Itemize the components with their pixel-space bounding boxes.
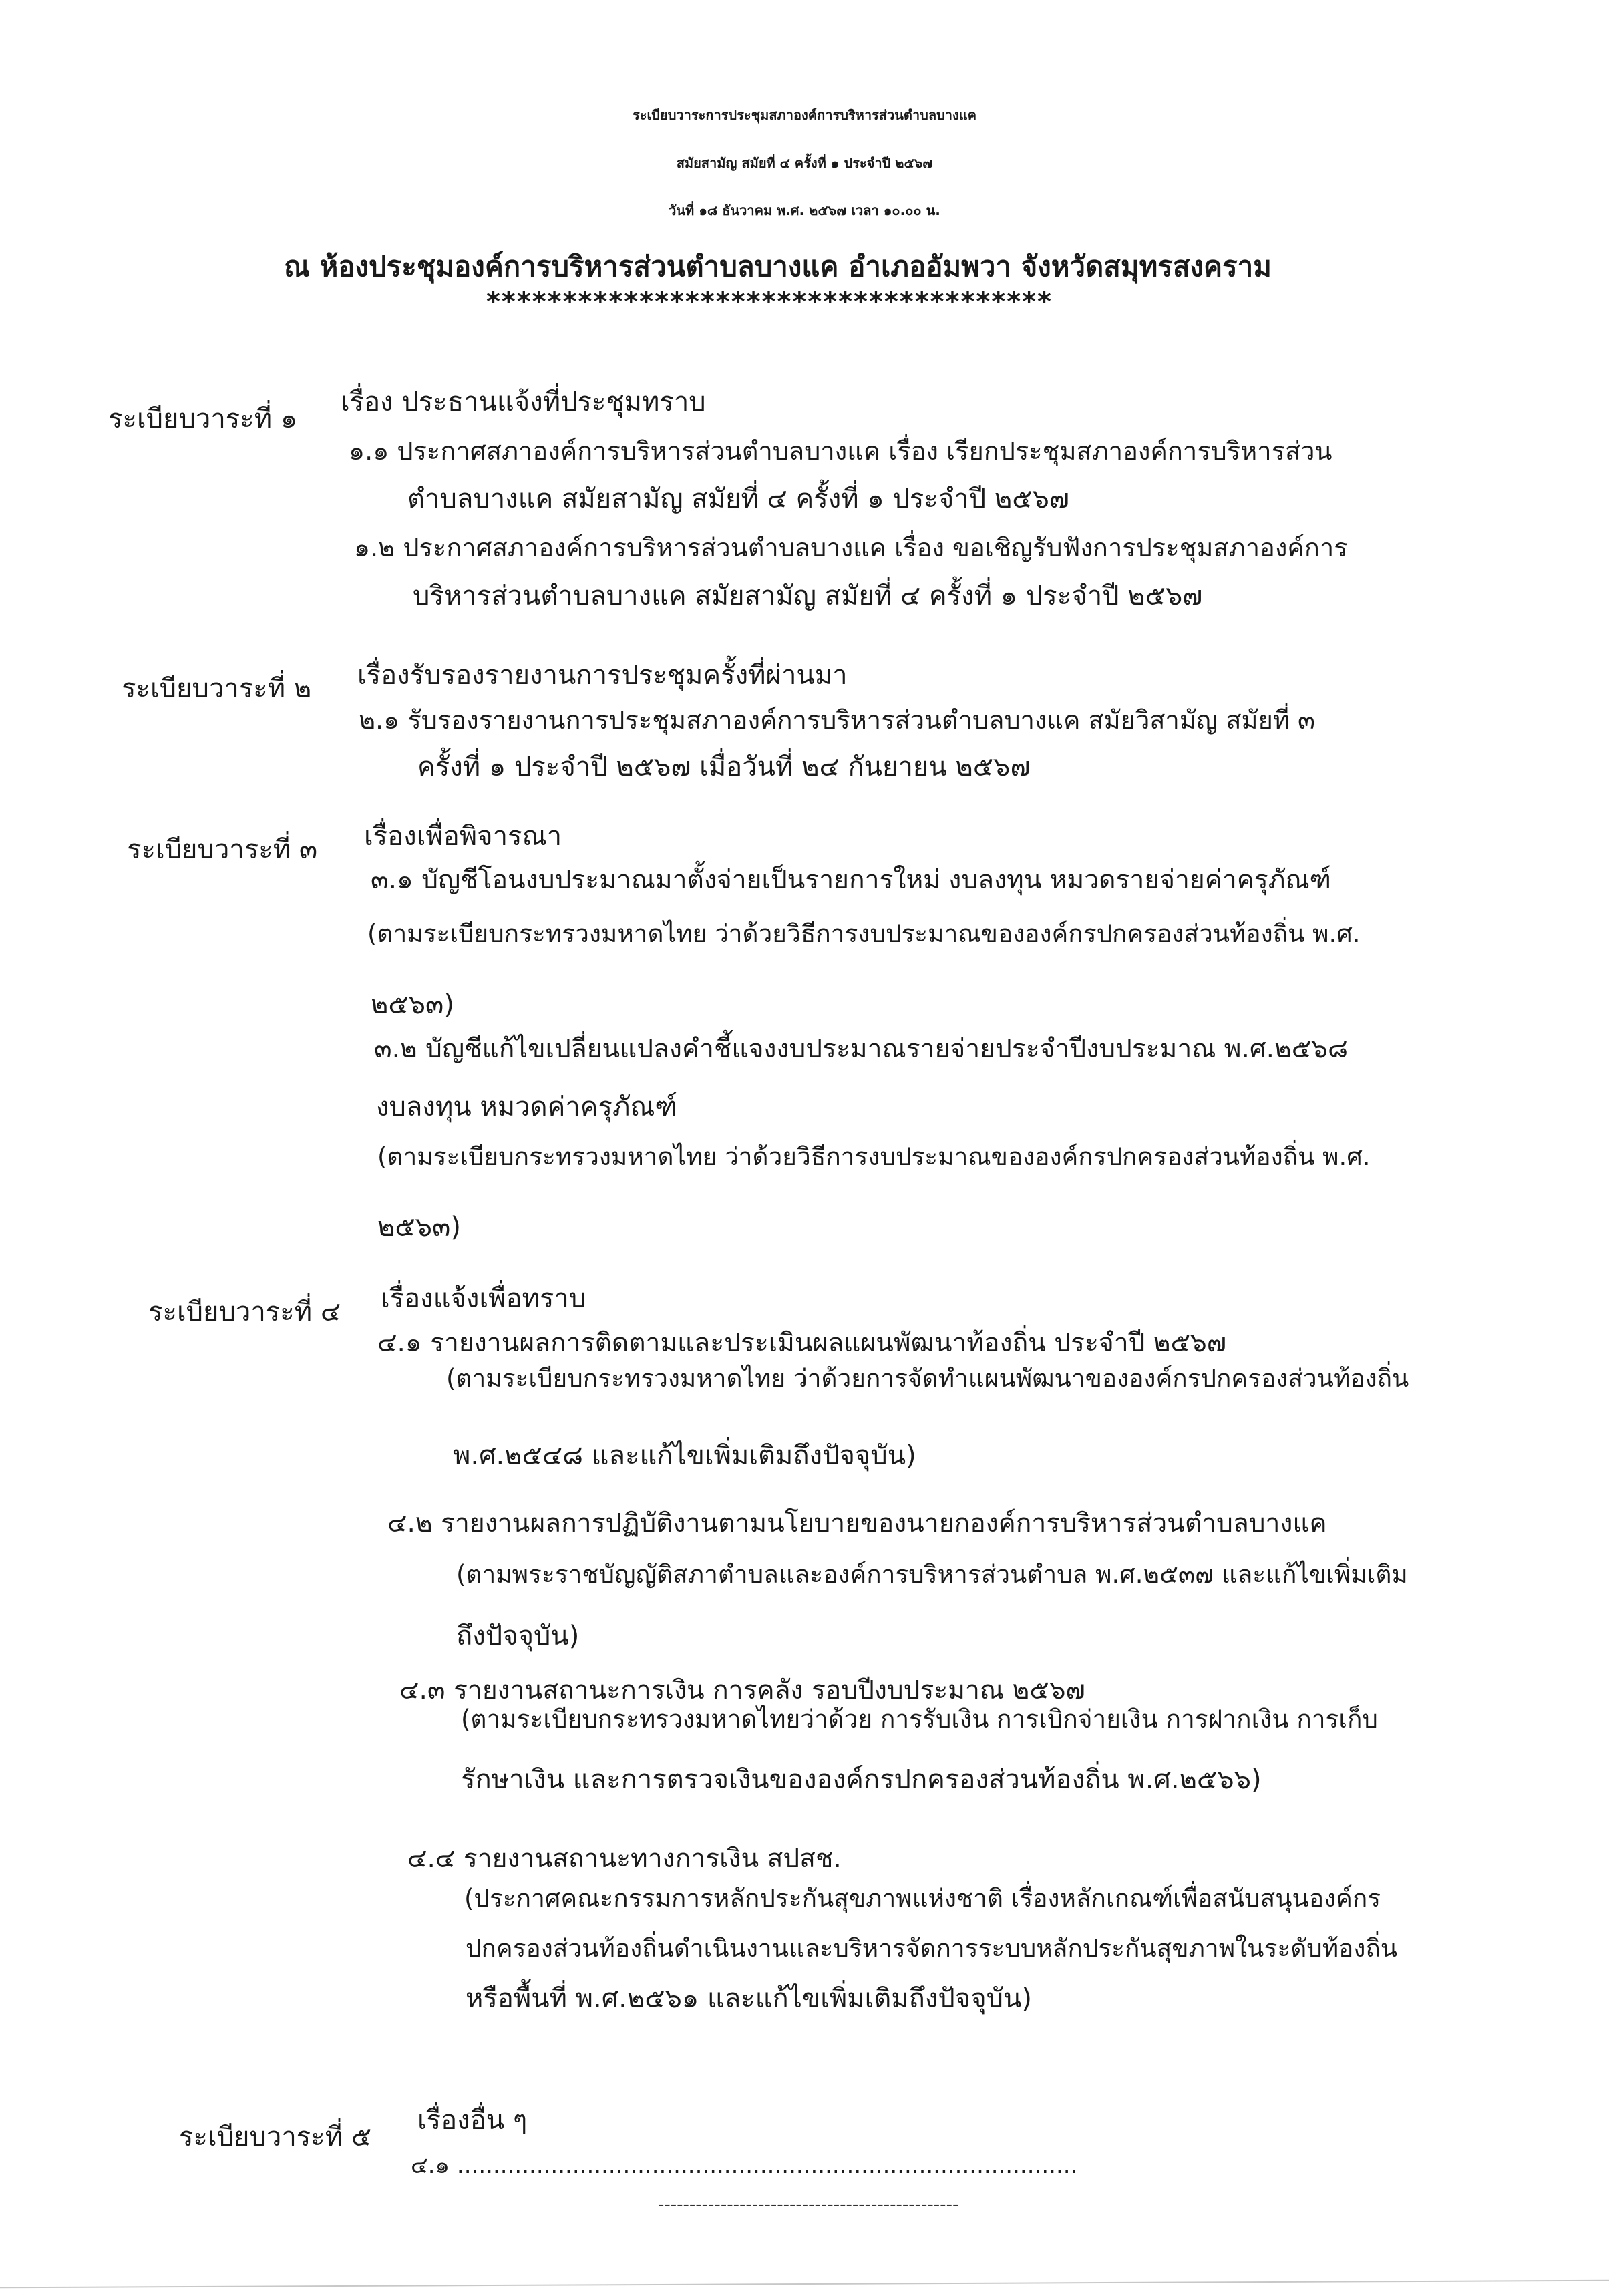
agenda-4-line-9: รักษาเงิน และการตรวจเงินขององค์กรปกครองส่วนท้องถิ่น พ.ศ.๒๕๖๖) [461, 1764, 1262, 1795]
agenda-3-line-6: (ตามระเบียบกระทรวงมหาดไทย ว่าด้วยวิธีการงบประมาณขององค์กรปกครองส่วนท้องถิ่น พ.ศ. [377, 1142, 1371, 1171]
agenda-1-line-2: ตำบลบางแค สมัยสามัญ สมัยที่ ๔ ครั้งที่ ๑ ประจำปี ๒๕๖๗ [407, 484, 1069, 514]
agenda-2-line-1: ๒.๑ รับรองรายงานการประชุมสภาองค์การบริหารส่วนตำบลบางแค สมัยวิสามัญ สมัยที่ ๓ [359, 705, 1315, 735]
agenda-4-line-7: ๔.๓ รายงานสถานะการเงิน การคลัง รอบปีงบประมาณ ๒๕๖๗ [399, 1675, 1085, 1705]
agenda-4-title: เรื่องแจ้งเพื่อทราบ [381, 1283, 586, 1314]
agenda-3-line-5: งบลงทุน หมวดค่าครุภัณฑ์ [376, 1092, 677, 1122]
agenda-3-label: ระเบียบวาระที่ ๓ [127, 834, 318, 865]
header-venue: ณ ห้องประชุมองค์การบริหารส่วนตำบลบางแค อำเภออัมพวา จังหวัดสมุทรสงคราม [284, 250, 1272, 283]
agenda-3-line-2: (ตามระเบียบกระทรวงมหาดไทย ว่าด้วยวิธีการงบประมาณขององค์กรปกครองส่วนท้องถิ่น พ.ศ. [367, 919, 1361, 948]
agenda-4-line-13: หรือพื้นที่ พ.ศ.๒๕๖๑ และแก้ไขเพิ่มเติมถึงปัจจุบัน) [466, 1983, 1033, 2014]
agenda-3-line-3: ๒๕๖๓) [371, 989, 454, 1020]
agenda-5-title: เรื่องอื่น ๆ [417, 2105, 528, 2136]
agenda-5-label: ระเบียบวาระที่ ๕ [179, 2122, 372, 2152]
header-stars-divider: ************************************* [486, 287, 1053, 317]
agenda-4-line-12: ปกครองส่วนท้องถิ่นดำเนินงานและบริหารจัดการระบบหลักประกันสุขภาพในระดับท้องถิ่น [466, 1934, 1398, 1963]
agenda-2-line-2: ครั้งที่ ๑ ประจำปี ๒๕๖๗ เมื่อวันที่ ๒๔ กันยายน ๒๕๖๗ [417, 752, 1031, 782]
agenda-2-title: เรื่องรับรองรายงานการประชุมครั้งที่ผ่านมา [357, 660, 848, 691]
agenda-4-line-10: ๔.๔ รายงานสถานะทางการเงิน สปสช. [407, 1844, 842, 1874]
agenda-4-label: ระเบียบวาระที่ ๔ [148, 1297, 341, 1327]
header-title: ระเบียบวาระการประชุมสภาองค์การบริหารส่วนตำบลบางแค [632, 107, 977, 123]
agenda-1-line-3: ๑.๒ ประกาศสภาองค์การบริหารส่วนตำบลบางแค เรื่อง ขอเชิญรับฟังการประชุมสภาองค์การ [354, 533, 1348, 562]
agenda-1-title: เรื่อง ประธานแจ้งที่ประชุมทราบ [341, 387, 706, 418]
agenda-1-line-1: ๑.๑ ประกาศสภาองค์การบริหารส่วนตำบลบางแค เรื่อง เรียกประชุมสภาองค์การบริหารส่วน [349, 436, 1332, 466]
agenda-4-line-4: ๔.๒ รายงานผลการปฏิบัติงานตามนโยบายของนายกองค์การบริหารส่วนตำบลบางแค [387, 1508, 1327, 1538]
agenda-2-label: ระเบียบวาระที่ ๒ [122, 673, 312, 704]
agenda-4-line-3: พ.ศ.๒๕๔๘ และแก้ไขเพิ่มเติมถึงปัจจุบัน) [453, 1440, 916, 1471]
footer-dashed-rule: ------------------------------------------------ [658, 2195, 959, 2215]
agenda-4-line-2: (ตามระเบียบกระทรวงมหาดไทย ว่าด้วยการจัดทำแผนพัฒนาขององค์กรปกครองส่วนท้องถิ่น [446, 1364, 1409, 1393]
agenda-3-line-7: ๒๕๖๓) [377, 1212, 461, 1243]
agenda-4-line-6: ถึงปัจจุบัน) [456, 1621, 580, 1651]
agenda-3-line-4: ๓.๒ บัญชีแก้ไขเปลี่ยนแปลงคำชี้แจงงบประมาณรายจ่ายประจำปีงบประมาณ พ.ศ.๒๕๖๘ [374, 1034, 1349, 1064]
agenda-4-line-11: (ประกาศคณะกรรมการหลักประกันสุขภาพแห่งชาติ เรื่องหลักเกณฑ์เพื่อสนับสนุนองค์กร [464, 1884, 1381, 1913]
agenda-4-line-8: (ตามระเบียบกระทรวงมหาดไทยว่าด้วย การรับเงิน การเบิกจ่ายเงิน การฝากเงิน การเก็บ [461, 1705, 1378, 1734]
agenda-4-line-1: ๔.๑ รายงานผลการติดตามและประเมินผลแผนพัฒนาท้องถิ่น ประจำปี ๒๕๖๗ [377, 1328, 1227, 1358]
header-session: สมัยสามัญ สมัยที่ ๔ ครั้งที่ ๑ ประจำปี ๒๕๖๗ [676, 155, 933, 171]
agenda-1-label: ระเบียบวาระที่ ๑ [108, 403, 298, 434]
agenda-1-line-4: บริหารส่วนตำบลบางแค สมัยสามัญ สมัยที่ ๔ ครั้งที่ ๑ ประจำปี ๒๕๖๗ [413, 581, 1203, 611]
agenda-5-line-1: ๔.๑ ...................................................................................... [411, 2152, 1078, 2179]
page-scan-edge [0, 2280, 1609, 2289]
agenda-3-line-1: ๓.๑ บัญชีโอนงบประมาณมาตั้งจ่ายเป็นรายการใหม่ งบลงทุน หมวดรายจ่ายค่าครุภัณฑ์ [371, 865, 1332, 895]
agenda-4-line-5: (ตามพระราชบัญญัติสภาตำบลและองค์การบริหารส่วนตำบล พ.ศ.๒๕๓๗ และแก้ไขเพิ่มเติม [456, 1560, 1408, 1589]
header-date: วันที่ ๑๘ ธันวาคม พ.ศ. ๒๕๖๗ เวลา ๑๐.๐๐ น. [669, 202, 940, 218]
agenda-3-title: เรื่องเพื่อพิจารณา [364, 821, 562, 852]
